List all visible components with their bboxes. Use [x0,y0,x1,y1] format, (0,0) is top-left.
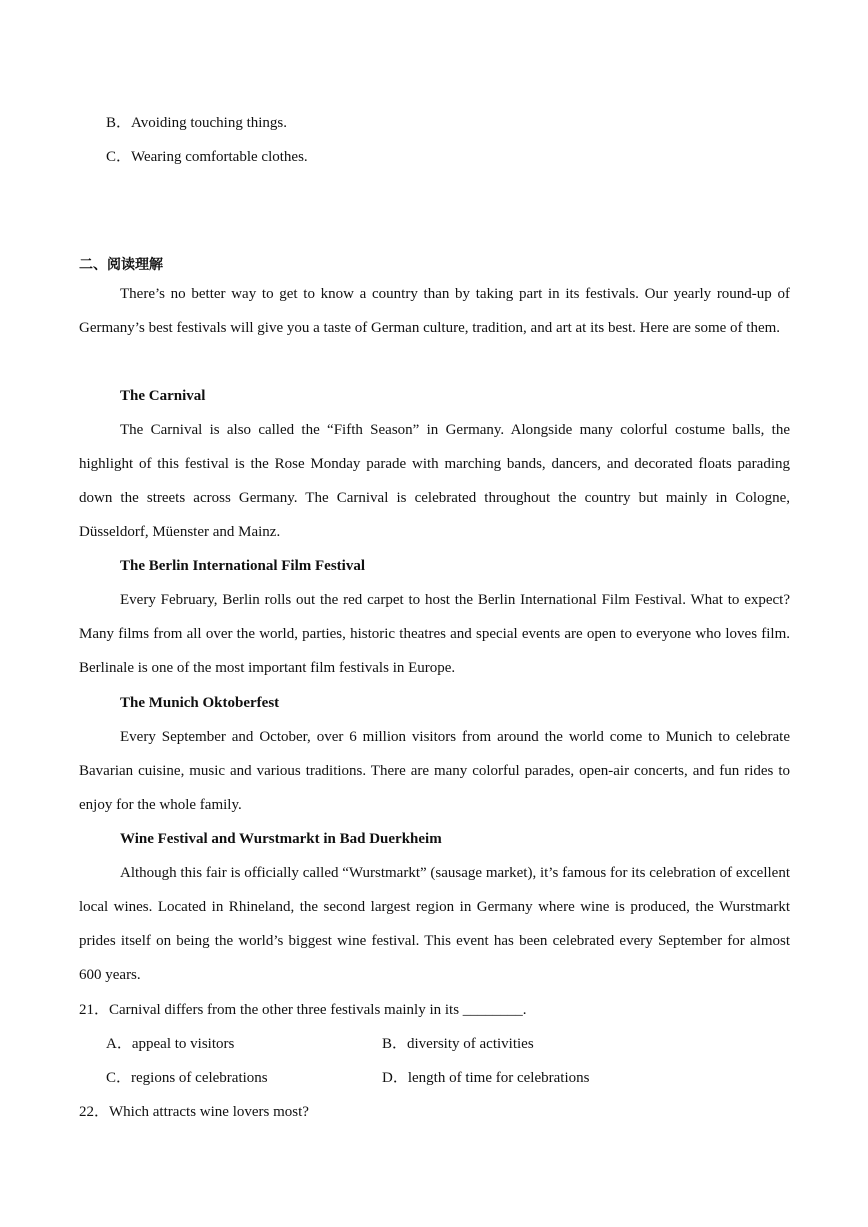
question-text: Carnival differs from the other three festivals mainly in its ________. [109,1002,527,1018]
option-text: regions of celebrations [131,1070,268,1086]
option-letter: C． [106,1070,132,1086]
question-21 [79,1000,527,1020]
option-letter: D． [382,1070,408,1086]
prev-option-b [106,113,287,133]
option-text: Wearing comfortable clothes. [131,149,308,165]
q21-option-d[interactable] [382,1068,589,1088]
option-text: diversity of activities [407,1036,534,1052]
intro-paragraph: There’s no better way to get to know a country than by taking part in its festivals. Our yearly round-up of Germany’s best festivals will give you a taste of German culture, tradition, and art at its best. Here are some of them. [79,286,790,336]
festival-body-wurstmarkt: Although this fair is officially called “Wurstmarkt” (sausage market), it’s famous for its celebration of excellent local wines. Located in Rhineland, the second largest region in Germany where wine is produced, the Wurstmarkt prides itself on being the world’s biggest wine festival. This event has been celebrated every September for almost 600 years. [79,865,790,983]
festival-title-carnival: The Carnival [120,388,206,404]
q21-option-b[interactable] [382,1034,534,1054]
option-letter: A． [106,1036,132,1052]
festival-title-oktoberfest: The Munich Oktoberfest [120,695,280,711]
festival-body-oktoberfest: Every September and October, over 6 million visitors from around the world come to Munich to celebrate Bavarian cuisine, music and various traditions. There are many colorful parades, open-air concerts, and fun rides to enjoy for the whole family. [79,729,790,813]
option-text: length of time for celebrations [407,1070,590,1086]
option-text: appeal to visitors [131,1036,235,1052]
option-letter: B． [382,1036,408,1052]
festival-body-berlin: Every February, Berlin rolls out the red carpet to host the Berlin International Film Festival. What to expect? Many films from all over the world, parties, historic theatres and special events are open to everyone who loves film. Berlinale is one of the most important film festivals in Europe. [79,592,790,676]
question-number: 22． [79,1104,110,1120]
q21-option-c[interactable] [106,1068,268,1088]
festival-title-wurstmarkt: Wine Festival and Wurstmarkt in Bad Duerkheim [120,831,442,847]
option-letter: C． [106,149,132,165]
question-number: 21． [79,1002,110,1018]
question-text: Which attracts wine lovers most? [109,1104,309,1120]
option-letter: B． [106,115,132,131]
section-title: 二、阅读理解 [79,257,163,273]
prev-option-c [106,147,308,167]
question-22 [79,1102,309,1122]
option-text: Avoiding touching things. [131,115,287,131]
q21-option-a[interactable] [106,1034,234,1054]
festival-title-berlin: The Berlin International Film Festival [120,558,365,574]
festival-body-carnival: The Carnival is also called the “Fifth Season” in Germany. Alongside many colorful costume balls, the highlight of this festival is the Rose Monday parade with marching bands, dancers, and decorated floats parading down the streets across Germany. The Carnival is celebrated throughout the country but mainly in Cologne, Düsseldorf, Müenster and Mainz. [79,422,790,540]
